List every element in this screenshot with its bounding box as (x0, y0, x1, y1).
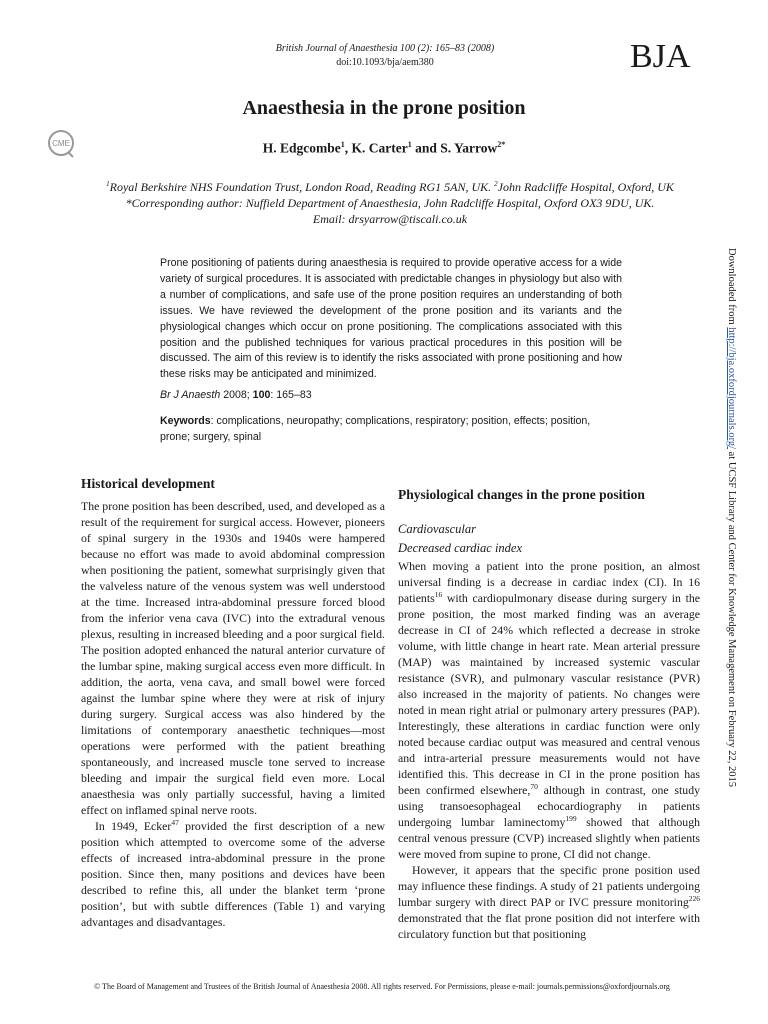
keywords-label: Keywords (160, 415, 211, 427)
keywords-text: : complications, neuropathy; complications, respiratory; position, effects; position, prone; surgery, spinal (160, 415, 591, 443)
paragraph: The prone position has been described, used, and developed as a result of the requirement for surgical access. However, pioneers of spinal surgery in the 1930s and 1940s were hampered because no effort was made to avoid abdominal compression when positioning the patient, somewhat surprisingly given that the valveless nature of the venous system was well understood at the time. Increased intra-abdominal pressure forced blood from the inferior vena cava (IVC) into the extradural venous plexus, resulting in increased bleeding and a poor surgical field. The position adopted enhanced the natural anterior curvature of the lumbar spine, making surgical access even more difficult. In addition, the aorta, vena cava, and small bowel were forced against the lumbar spine where they were at risk of injury during surgery. Surgical access was also hindered by the limitations of contemporary anaesthetic techniques—most operations were performed with the patient breathing spontaneously, and increased muscle tone served to increase bleeding and impair the surgical field even more. Local anaesthesia was only partially successful, having a limited effect on inflamed spinal nerve roots. (81, 499, 386, 817)
journal-header (250, 42, 520, 70)
cme-label: CME (52, 139, 70, 148)
article-title: Anaesthesia in the prone position (242, 97, 526, 119)
left-column (81, 498, 385, 930)
section-heading-historical: Historical development (81, 476, 215, 491)
affil-sup: 2 (494, 180, 498, 188)
keywords (160, 413, 622, 445)
paragraph: However, it appears that the specific prone position used may influence these findings. A study of 21 patients undergoing lumbar surgery with direct PAP or IVC pressure monitoring$^{226}$ demonstrated that the flat prone position did not interfere with circulatory function but that positioning (398, 863, 700, 941)
journal-citation-line: British Journal of Anaesthesia 100 (2): 165–83 (2008) (275, 43, 495, 54)
author-email: Email: drsyarrow@tiscali.co.uk (312, 212, 468, 226)
reference-sup: 16 (434, 590, 443, 600)
copyright-footer: © The Board of Management and Trustees of the British Journal of Anaesthesia 2008. All rights reserved. For Permissions, please e-mail: journals.permissions@oxfordjournals.org (94, 982, 670, 991)
author-separator: and (411, 140, 441, 156)
right-column (398, 558, 700, 942)
affiliation-2: John Radcliffe Hospital, Oxford, UK (497, 180, 674, 194)
bja-logo: BJA (630, 38, 691, 75)
affiliation-1: Royal Berkshire NHS Foundation Trust, London Road, Reading RG1 5AN, UK. (109, 180, 495, 194)
author-1: H. Edgcombe (262, 140, 341, 156)
author-1-sup: 1 (340, 140, 345, 149)
citation-year: 2008; (220, 389, 253, 401)
subheading-cardiac-index: Decreased cardiac index (398, 541, 523, 555)
paragraph: In 1949, Ecker$^{47}$ provided the first description of a new position which attempted to overcome some of the adverse effects of increased intra-abdominal pressure in the prone position. Since then, many positions and devices have been described to refine this, all under the blanket term ‘prone position’, but with subtle differences (Table 1) and varying advantages and disadvantages. (81, 818, 385, 929)
reference-sup: 70 (530, 782, 538, 792)
citation-volume: 100 (252, 389, 271, 401)
corresponding-author: *Corresponding author: Nuffield Department of Anaesthesia, John Radcliffe Hospital, Oxford OX3 9DU, UK. (125, 196, 655, 210)
authors (0, 140, 768, 157)
paragraph: When moving a patient into the prone position, an almost universal finding is a decrease in cardiac index (CI). In 16 patients$^{16}$ with cardiopulmonary disease during surgery in the prone position, the most marked finding was an average decrease in CI of 24% which reflected a decrease in stroke volume, with little change in heart rate. Mean arterial pressure (MAP) was maintained by increased systemic vascular resistance (SVR), and pulmonary vascular resistance (PVR) also increased in the majority of patients. No changes were noted in mean right atrial or pulmonary artery pressures (PAP). Interestingly, these alterations in cardiac function were only noted because cardiac output was measured and central venous and intra-arterial pressure measurements would not have identified this. This decrease in CI in the prone position has been confirmed elsewhere,$^{70}$ although in contrast, one study using transoesophageal echocardiography in patients undergoing lumbar laminectomy$^{199}$ showed that although central venous pressure (CVP) increased slightly when patients were moved from supine to prone, CI did not change. (398, 559, 700, 861)
sidebar-prefix: Downloaded from (726, 248, 737, 328)
section-heading-physiological: Physiological changes in the prone position (398, 487, 645, 502)
author-2: K. Carter (351, 140, 408, 156)
author-3: S. Yarrow (440, 140, 498, 156)
author-2-sup: 1 (407, 140, 412, 149)
citation (160, 389, 312, 401)
journal-link[interactable]: http://bja.oxfordjournals.org/ (726, 327, 737, 450)
doi: doi:10.1093/bja/aem380 (336, 57, 434, 68)
abstract: Prone positioning of patients during anaesthesia is required to provide operative access for a wide variety of surgical procedures. It is associated with predictable changes in physiology but also with a number of complications, and safe use of the prone position requires an understanding of both issues. We have reviewed the development of the prone position and its variants and the physiological changes which occur on prone positioning. The complications associated with this position and the published techniques for various practical procedures in this position will be discussed. The aim of this review is to identify the risks associated with prone positioning and how these risks may be anticipated and minimized. (160, 257, 622, 381)
download-sidebar (726, 248, 737, 968)
reference-sup: 226 (688, 894, 700, 904)
citation-journal: Br J Anaesth (160, 389, 221, 401)
reference-sup: 47 (171, 818, 179, 828)
affiliations (70, 176, 710, 227)
author-3-sup: 2* (497, 140, 506, 149)
citation-pages: : 165–83 (270, 389, 312, 401)
reference-sup: 199 (565, 814, 577, 824)
sidebar-suffix: at UCSF Library and Center for Knowledge Management on February 22, 2015 (726, 449, 737, 788)
subheading-cardiovascular: Cardiovascular (398, 522, 477, 536)
affil-sup: 1 (106, 180, 110, 188)
author-separator: , (344, 140, 352, 156)
